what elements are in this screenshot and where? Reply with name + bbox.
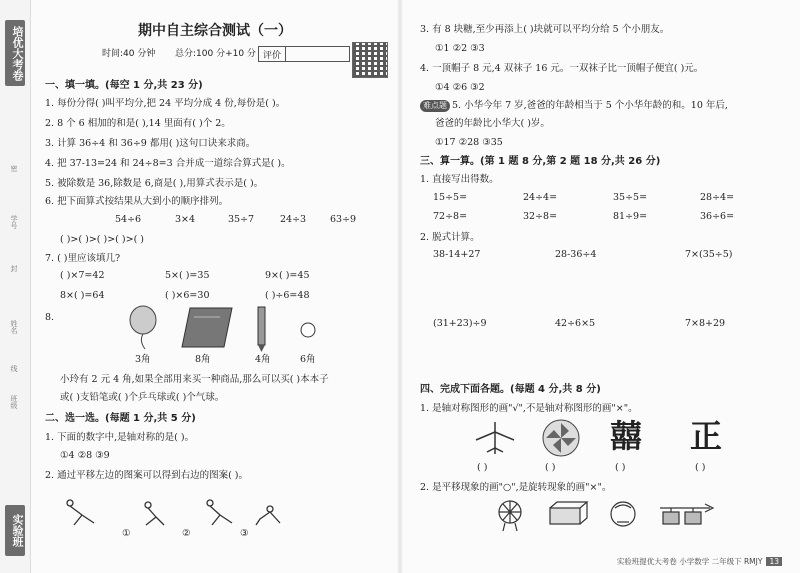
question-choice-1: 1. 下面的数字中,是轴对称的是( )。 — [45, 432, 195, 443]
section-2-heading: 二、选一选。(每题 1 分,共 5 分) — [45, 413, 196, 424]
calc-item: 36÷6= — [700, 211, 735, 222]
field-name: 姓名 — [10, 320, 18, 334]
footer — [617, 556, 782, 567]
binding-strip — [0, 0, 31, 573]
choice-options: ①4 ②8 ③9 — [60, 450, 110, 461]
exam-title: 期中自主综合测试（一） — [138, 23, 292, 39]
calc-expression: 38-14+27 — [433, 249, 481, 260]
question-fill-2: 2. 8 个 6 相加的和是( ),14 里面有( )个 2。 — [45, 118, 231, 129]
calc-expression: 28-36÷4 — [555, 249, 597, 260]
equation: 8×( )=64 — [60, 290, 105, 301]
calc-item: 28÷4= — [700, 192, 735, 203]
symmetry-char: 囍 — [610, 417, 643, 455]
right-column — [415, 0, 790, 573]
calc-expression: 42÷6×5 — [555, 318, 596, 329]
question-choice-4: 4. 一顶帽子 8 元,4 双袜子 16 元。一双袜子比一顶帽子便宜( )元。 — [420, 63, 704, 74]
sort-item: 63÷9 — [330, 214, 357, 225]
choice-option: ② — [182, 528, 191, 539]
choice-options: ①4 ②6 ③2 — [435, 82, 485, 93]
airplane-icon — [470, 418, 520, 458]
equation: ( )×7=42 — [60, 270, 105, 281]
choice-option: ① — [122, 528, 131, 539]
answer-blank[interactable]: ( ) — [695, 462, 706, 473]
sort-item: 35÷7 — [228, 214, 255, 225]
pinwheel-icon — [540, 418, 582, 458]
question-fill-3: 3. 计算 36÷4 和 36÷9 都用( )这句口诀来求商。 — [45, 138, 256, 149]
footer-text: 实验班提优大考卷 小学数学 二年级下 RMJY — [616, 557, 763, 566]
exam-score: 总分:100 分+10 分 — [175, 49, 256, 59]
question-text: 小玲有 2 元 4 角,如果全部用来买一种商品,那么可以买( )本本子 — [60, 374, 329, 385]
question-fill-8: 8. — [45, 312, 55, 323]
question-calc-2: 2. 脱式计算。 — [420, 232, 480, 243]
pencil-icon — [255, 305, 269, 353]
answer-blank[interactable]: ( ) — [477, 462, 488, 473]
gymnast-figures — [60, 495, 290, 530]
choice-option: ③ — [240, 528, 249, 539]
price-label: 4角 — [255, 354, 271, 365]
calc-expression: 7×(35÷5) — [685, 249, 733, 260]
calc-item: 81÷9= — [613, 211, 648, 222]
question-text: 5. 小华今年 7 岁,爸爸的年龄相当于 5 个小华年龄的和。10 年后, — [452, 100, 728, 111]
question-fill-5: 5. 被除数是 36,除数是 6,商是( ),用算式表示是( )。 — [45, 178, 264, 189]
sort-item: 3×4 — [175, 214, 196, 225]
question-choice-5 — [420, 100, 728, 112]
field-school: 学号 — [10, 215, 18, 229]
question-fill-7: 7. ( )里应该填几? — [45, 253, 121, 264]
question-task-1: 1. 是轴对称图形的画"√",不是轴对称图形的画"×"。 — [420, 403, 638, 414]
choice-options: ①1 ②2 ③3 — [435, 43, 485, 54]
seal-mark: 封 — [10, 265, 18, 272]
price-label: 6角 — [300, 354, 316, 365]
symmetry-char: 正 — [690, 417, 723, 455]
left-column — [40, 0, 390, 573]
question-task-2: 2. 是平移现象的画"○",是旋转现象的画"×"。 — [420, 482, 612, 493]
question-calc-1: 1. 直接写出得数。 — [420, 174, 499, 185]
price-label: 3角 — [135, 354, 151, 365]
section-4-heading: 四、完成下面各题。(每题 4 分,共 8 分) — [420, 384, 601, 395]
choice-options: ①17 ②28 ③35 — [435, 137, 503, 148]
sort-item: 54÷6 — [115, 214, 142, 225]
motion-figures — [495, 498, 795, 533]
question-choice-2: 2. 通过平移左边的图案可以得到右边的图案( )。 — [45, 470, 249, 481]
question-choice-3: 3. 有 8 块糖,至少再添上( )块就可以平均分给 5 个小朋友。 — [420, 24, 670, 35]
exam-time: 时间:40 分钟 — [102, 49, 156, 59]
ping-pong-ball-icon — [298, 320, 318, 340]
equation: ( )×6=30 — [165, 290, 210, 301]
answer-blank[interactable]: ( ) — [545, 462, 556, 473]
equation: 9×( )=45 — [265, 270, 310, 281]
price-label: 8角 — [195, 354, 211, 365]
sort-order-blanks: ( )>( )>( )>( )>( ) — [60, 234, 145, 245]
calc-item: 15÷5= — [433, 192, 468, 203]
calc-item: 72÷8= — [433, 211, 468, 222]
seal-mark: 线 — [10, 365, 18, 372]
calc-item: 32÷8= — [523, 211, 558, 222]
field-class: 班级 — [10, 395, 18, 409]
calc-expression: (31+23)÷9 — [433, 318, 487, 329]
notebook-icon — [180, 305, 235, 350]
question-fill-4: 4. 把 37-13=24 和 24÷8=3 合并成一道综合算式是( )。 — [45, 158, 291, 169]
calc-expression: 7×8+29 — [685, 318, 726, 329]
balloon-icon — [125, 305, 165, 350]
calc-item: 24÷4= — [523, 192, 558, 203]
qr-code-icon — [352, 42, 388, 78]
evaluation-box[interactable] — [258, 46, 350, 62]
question-text: 或( )支铅笔或( )个乒乓球或( )个气球。 — [60, 392, 225, 403]
section-3-heading: 三、算一算。(第 1 题 8 分,第 2 题 18 分,共 26 分) — [420, 156, 661, 167]
seal-mark: 密 — [10, 165, 18, 172]
question-text: 爸爸的年龄比小华大( )岁。 — [435, 118, 550, 129]
sidebar-logo-bottom: 实验班 — [5, 505, 25, 556]
section-1-heading: 一、填一填。(每空 1 分,共 23 分) — [45, 80, 203, 91]
equation: ( )÷6=48 — [265, 290, 310, 301]
sort-item: 24÷3 — [280, 214, 307, 225]
evaluation-label: 评价 — [259, 47, 286, 61]
calc-item: 35÷5= — [613, 192, 648, 203]
question-fill-6: 6. 把下面算式按结果从大到小的顺序排列。 — [45, 196, 229, 207]
equation: 5×( )=35 — [165, 270, 210, 281]
page-number: 13 — [766, 557, 782, 566]
answer-blank[interactable]: ( ) — [615, 462, 626, 473]
question-fill-1: 1. 每份分得( )叫平均分,把 24 平均分成 4 份,每份是( )。 — [45, 98, 286, 109]
difficulty-badge: 难点题 — [420, 100, 450, 112]
sidebar-logo: 培优大考卷 — [5, 20, 25, 86]
page-fold — [396, 0, 404, 573]
